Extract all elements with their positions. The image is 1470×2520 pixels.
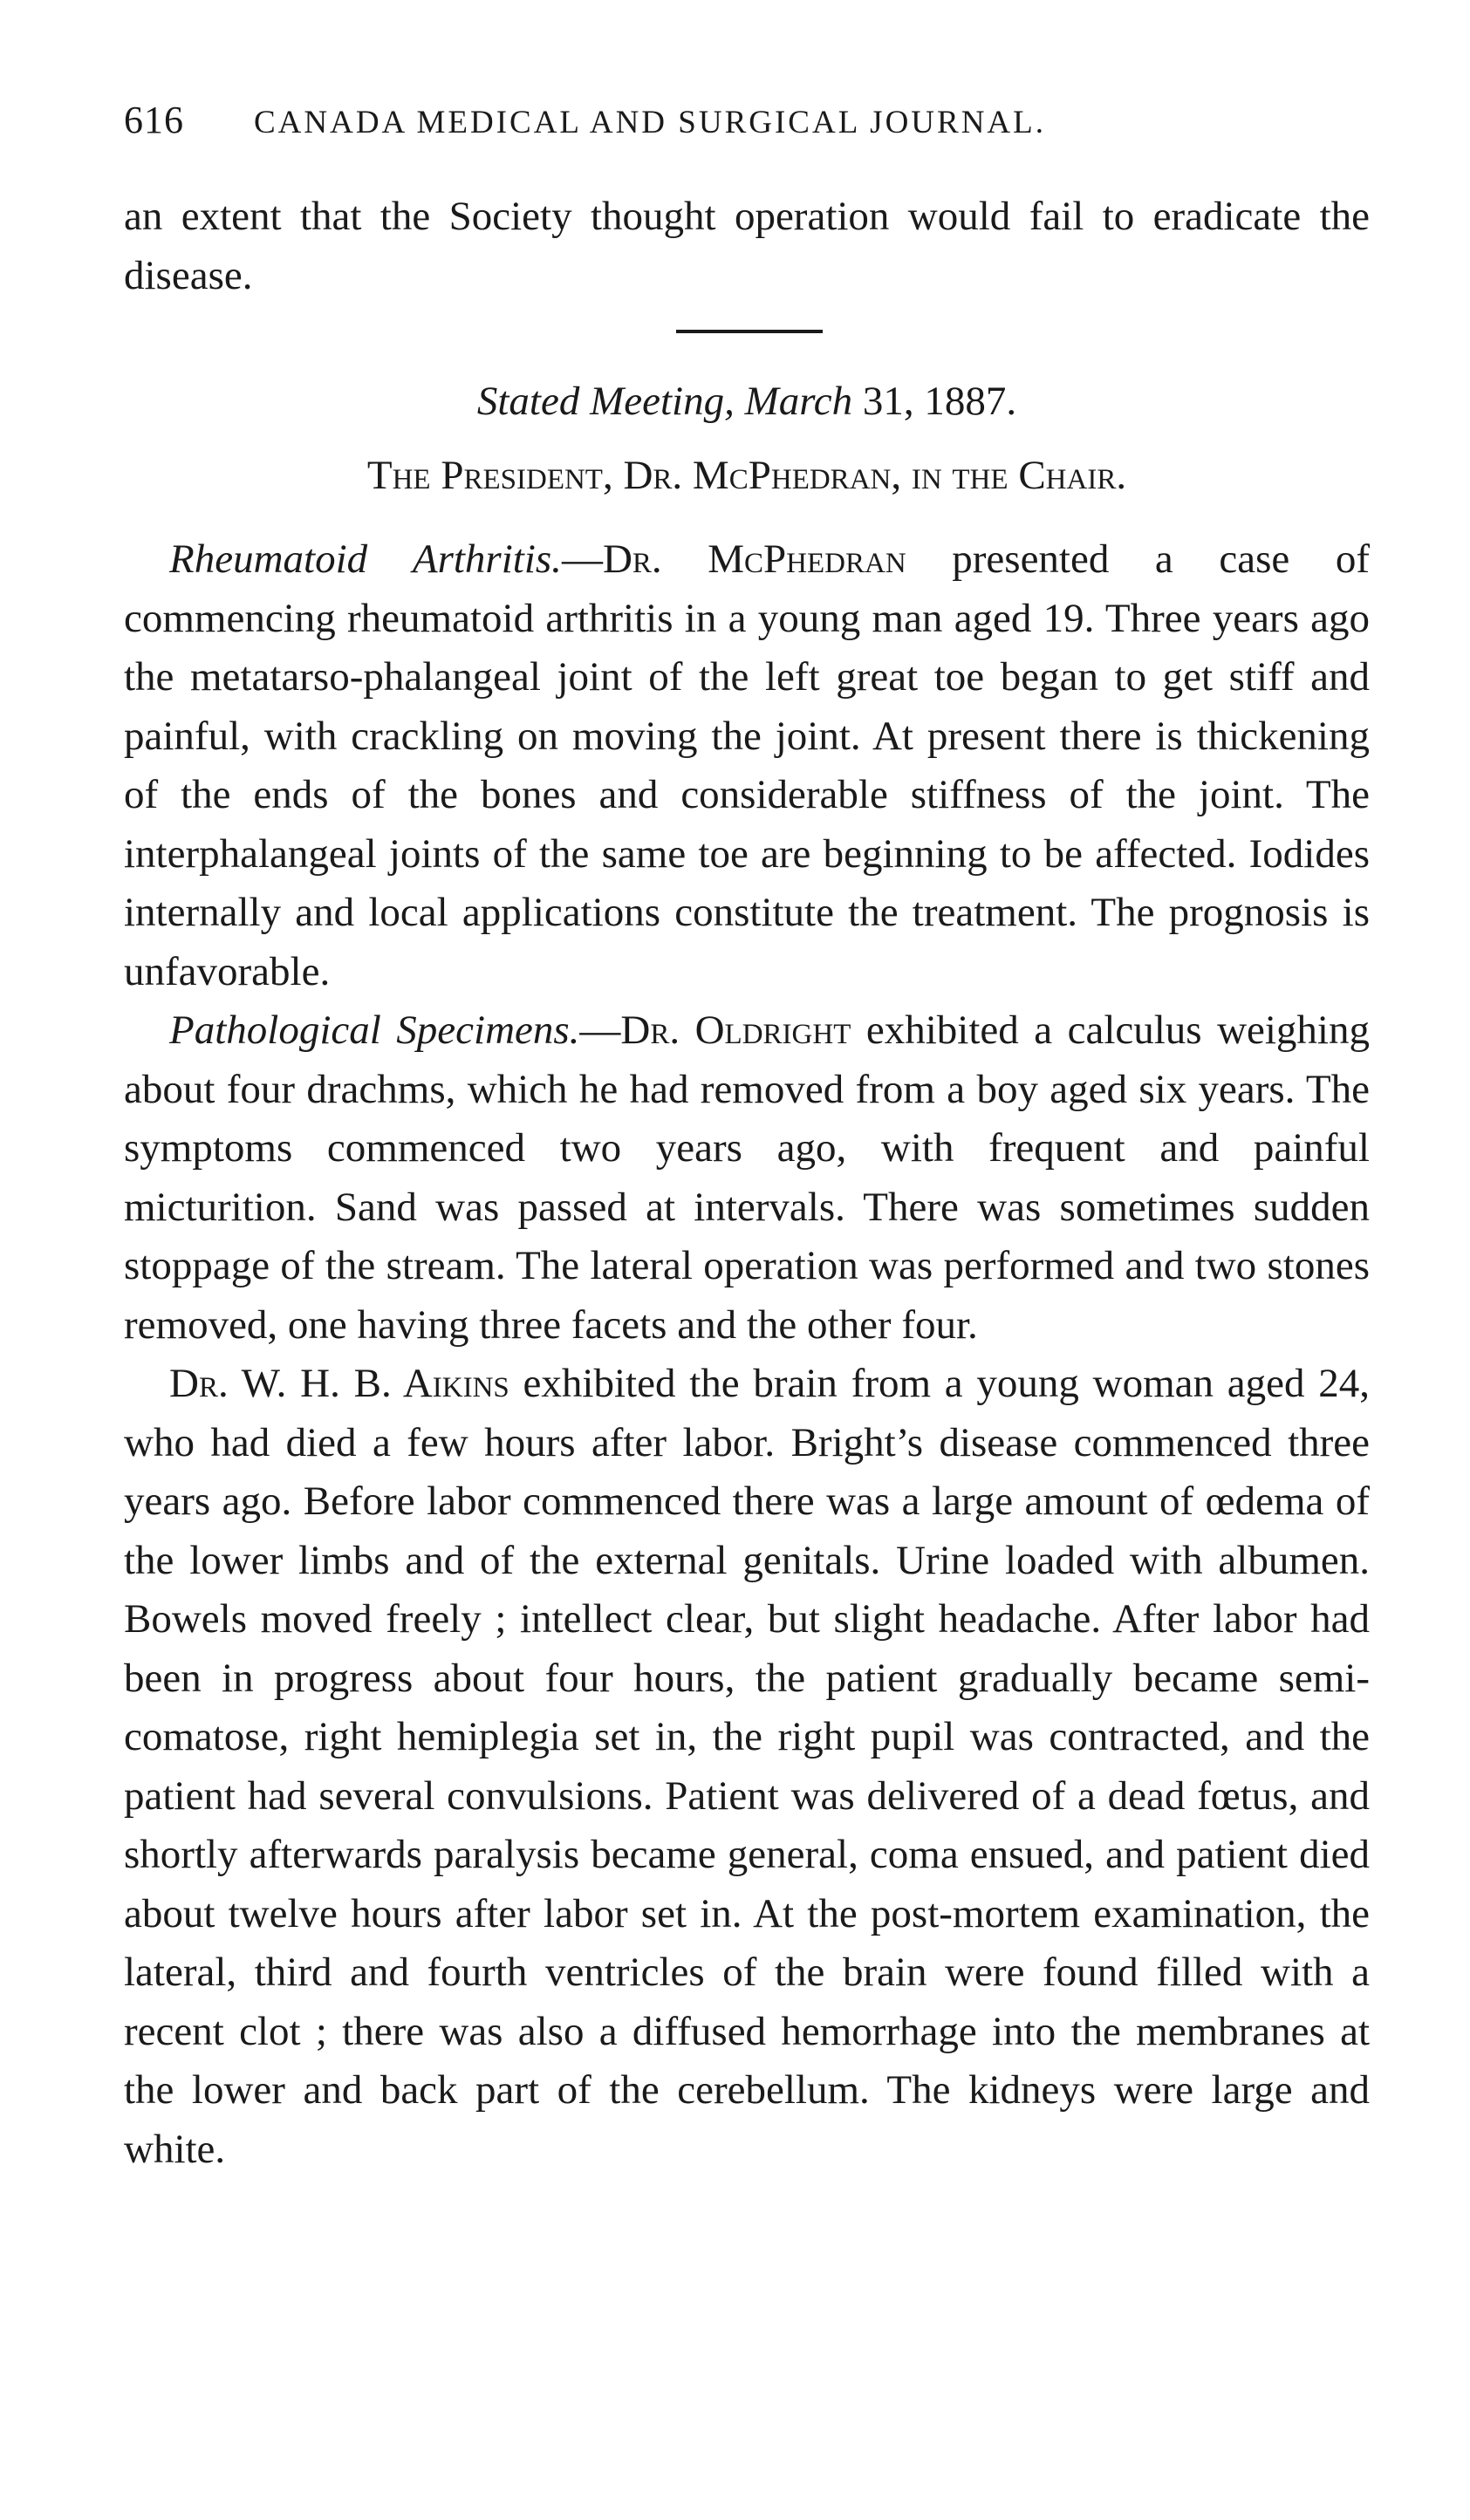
intro-paragraph-block xyxy=(124,188,1370,305)
intro-paragraph: an extent that the Society thought operation would fail to eradicate the disease. xyxy=(124,194,1370,298)
running-header xyxy=(124,98,1363,142)
meeting-date: 31, 1887. xyxy=(862,379,1017,424)
paragraph-rheumatoid xyxy=(124,530,1370,1001)
body-aikins: exhibited the brain from a young woman aged 24, who had died a few hours after labor. Bright’s disease commenced three years ago. Before labor commenced there was a large amount of œdema of the lower limbs and of the external genitals. Urine loaded with albumen. Bowels moved freely ; intellect clear, but slight headache. After labor had been in progress about four hours, the patient gradually became semi-comatose, right hemiplegia set in, the right pupil was contracted, and the patient had several convulsions. Patient was delivered of a dead fœtus, and shortly afterwards paralysis became general, coma ensued, and patient died about twelve hours after labor set in. At the post-mortem examination, the lateral, third and fourth ventricles of the brain were found filled with a recent clot ; there was also a diffused hemorrhage into the membranes at the lower and back part of the cerebellum. The kidneys were large and white. xyxy=(124,1361,1370,2172)
body-pathological: exhibited a calculus weighing about four drachms, which he had removed from a boy aged six years. The symptoms commenced two years ago, with frequent and painful micturition. Sand was passed at intervals. There was sometimes sudden stoppage of the stream. The lateral operation was performed and two stones removed, one having three facets and the other four. xyxy=(124,1007,1370,1348)
body-rheumatoid: presented a case of commencing rheumatoid arthritis in a young man aged 19. Three years ago the metatarso-phalangeal joint of the left great toe began to get stiff and painful, with crackling on moving the joint. At present there is thickening of the ends of the bones and considerable stiffness of the joint. The interphalangeal joints of the same toe are beginning to be affected. Iodides internally and local applications constitute the treatment. The prognosis is unfavorable. xyxy=(124,536,1371,994)
name-aikins: Dr. W. H. B. Aikins xyxy=(169,1361,509,1406)
heading-pathological: Pathological Specimens. xyxy=(169,1007,580,1053)
paragraph-pathological xyxy=(124,1001,1370,1355)
dash-rheumatoid: — xyxy=(561,536,603,582)
name-mcphedran: Dr. McPhedran xyxy=(602,536,906,582)
meeting-title: Stated Meeting, March xyxy=(476,379,853,424)
article-body xyxy=(124,530,1370,2179)
meeting-heading xyxy=(124,375,1370,427)
page-number: 616 xyxy=(124,99,184,141)
journal-title: CANADA MEDICAL AND SURGICAL JOURNAL. xyxy=(254,105,1046,140)
section-divider-rule xyxy=(676,330,823,333)
name-oldright: Dr. Oldright xyxy=(620,1007,851,1053)
chair-line: The President, Dr. McPhedran, in the Chair. xyxy=(366,453,1127,498)
dash-pathological: — xyxy=(579,1007,621,1053)
heading-rheumatoid: Rheumatoid Arthritis. xyxy=(169,536,562,582)
paragraph-aikins xyxy=(124,1355,1370,2179)
